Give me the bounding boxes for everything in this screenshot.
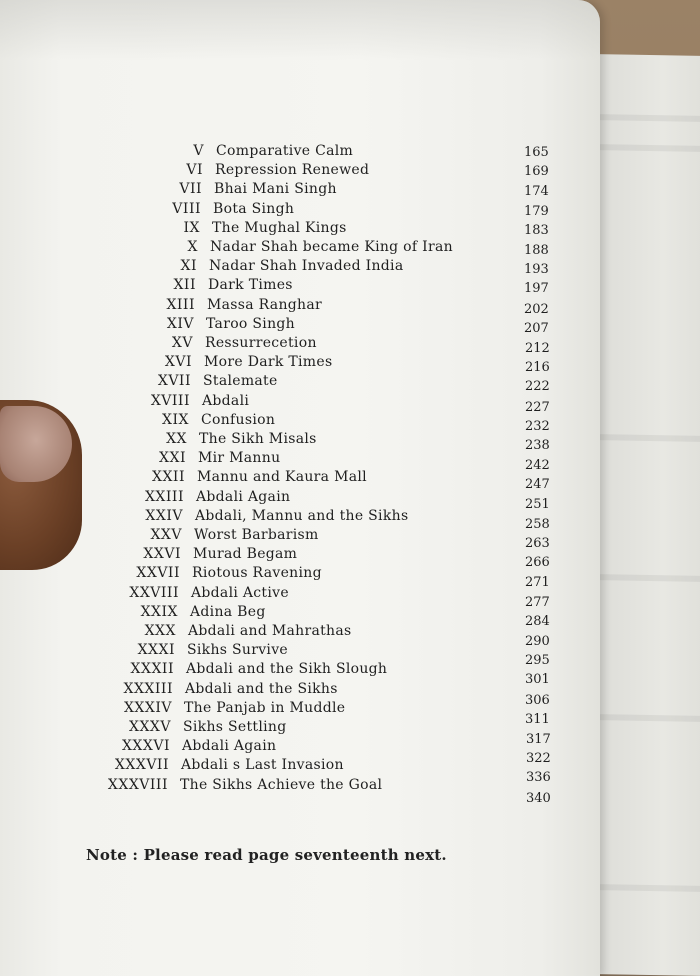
chapter-number: XX — [166, 431, 187, 447]
toc-entry — [60, 546, 560, 571]
toc-entry — [60, 239, 560, 259]
chapter-title: The Sikh Misals — [199, 431, 317, 447]
chapter-number: XXXVI — [121, 738, 170, 755]
toc-entry — [60, 297, 560, 317]
chapter-number: VIII — [172, 200, 201, 217]
chapter-title: Taroo Singh — [206, 315, 295, 332]
chapter-number: XXXV — [128, 719, 171, 735]
chapter-title: Worst Barbarism — [194, 527, 319, 543]
toc-entry — [60, 354, 560, 374]
chapter-title: Bhai Mani Singh — [214, 181, 337, 198]
chapter-page-number: 183 — [524, 222, 549, 238]
show-through-text — [583, 434, 700, 442]
chapter-title: More Dark Times — [204, 354, 333, 371]
chapter-number: XXXVIII — [107, 776, 168, 793]
toc-entry — [60, 220, 560, 240]
chapter-page-number: 295 — [525, 653, 550, 669]
chapter-number: XXXIV — [123, 699, 172, 716]
chapter-page-number: 216 — [525, 360, 550, 376]
chapter-number: XXVIII — [129, 584, 179, 601]
chapter-page-number: 227 — [525, 399, 550, 415]
toc-entry — [60, 412, 560, 432]
chapter-page-number: 277 — [525, 594, 550, 610]
chapter-page-number: 301 — [525, 672, 550, 688]
chapter-title: Nadar Shah Invaded India — [209, 258, 404, 275]
chapter-number: XIV — [166, 315, 194, 332]
chapter-title: Sikhs Survive — [187, 642, 288, 659]
chapter-number: XV — [171, 335, 193, 351]
chapter-number: XXVII — [136, 565, 180, 582]
chapter-title: Bota Singh — [213, 200, 295, 217]
chapter-page-number: 336 — [526, 770, 551, 786]
chapter-number: IX — [183, 219, 200, 236]
chapter-title: Confusion — [201, 411, 276, 428]
toc-entry — [60, 393, 560, 413]
chapter-title: Abdali and Mahrathas — [188, 623, 352, 639]
chapter-title: The Sikhs Achieve the Goal — [180, 776, 383, 793]
show-through-text — [583, 144, 700, 152]
chapter-title: Comparative Calm — [216, 143, 354, 159]
toc-entry — [60, 584, 560, 610]
chapter-number: XXIV — [145, 507, 183, 524]
toc-entry — [60, 450, 560, 474]
chapter-title: Murad Begam — [193, 546, 298, 563]
chapter-title: The Mughal Kings — [212, 219, 347, 236]
chapter-page-number: 311 — [525, 711, 550, 727]
chapter-page-number: 238 — [525, 438, 550, 453]
chapter-title: Adina Beg — [190, 603, 266, 620]
toc-entry — [60, 527, 560, 551]
chapter-number: XI — [180, 258, 197, 275]
chapter-page-number: 284 — [525, 613, 550, 629]
toc-entry — [60, 373, 560, 393]
chapter-number: VII — [179, 181, 202, 198]
toc-entry — [60, 469, 560, 493]
chapter-title: Abdali — [202, 392, 250, 409]
chapter-number: XVI — [164, 354, 192, 371]
show-through-text — [583, 884, 700, 892]
chapter-page-number: 340 — [526, 790, 551, 806]
page-shadow — [0, 0, 600, 60]
chapter-page-number: 165 — [524, 145, 549, 160]
chapter-page-number: 197 — [524, 281, 549, 297]
chapter-title: Abdali, Mannu and the Sikhs — [195, 507, 409, 524]
chapter-title: Abdali Active — [191, 584, 289, 601]
show-through-text — [583, 114, 700, 122]
chapter-page-number: 207 — [524, 320, 549, 336]
chapter-title: Mannu and Kaura Mall — [197, 469, 367, 486]
toc-entry — [60, 488, 560, 512]
chapter-number: XVIII — [150, 392, 190, 409]
chapter-number: XIX — [162, 411, 189, 428]
chapter-title: Abdali and the Sikhs — [185, 680, 338, 697]
chapter-title: Ressurrecetion — [205, 335, 317, 351]
chapter-page-number: 251 — [525, 496, 550, 512]
chapter-title: Abdali and the Sikh Slough — [186, 661, 388, 678]
chapter-title: Abdali Again — [196, 488, 291, 505]
chapter-page-number: 212 — [525, 341, 550, 356]
show-through-text — [583, 574, 700, 582]
chapter-number: XXX — [144, 623, 176, 639]
chapter-page-number: 306 — [525, 692, 550, 708]
toc-entry — [60, 143, 560, 163]
chapter-number: XXIII — [144, 488, 184, 505]
chapter-title: Massa Ranghar — [207, 296, 322, 313]
chapter-page-number: 263 — [525, 536, 550, 551]
chapter-number: XXV — [150, 527, 182, 543]
toc-entry — [60, 181, 560, 201]
chapter-title: The Panjab in Muddle — [184, 699, 346, 716]
toc-entry — [60, 661, 560, 688]
toc-entry — [60, 623, 560, 649]
chapter-number: XXXIII — [123, 680, 173, 697]
chapter-page-number: 169 — [524, 164, 549, 180]
chapter-number: XXXI — [137, 642, 175, 659]
chapter-number: VI — [186, 162, 203, 179]
chapter-number: XXXVII — [114, 757, 169, 774]
chapter-page-number: 179 — [524, 203, 549, 219]
chapter-page-number: 266 — [525, 555, 550, 571]
toc-entry — [60, 316, 560, 336]
toc-entry — [60, 565, 560, 591]
chapter-title: Sikhs Settling — [183, 719, 287, 735]
chapter-number: XII — [173, 277, 196, 294]
toc-entry — [60, 776, 560, 806]
chapter-page-number: 242 — [525, 458, 550, 474]
chapter-title: Repression Renewed — [215, 162, 370, 179]
toc-entry — [60, 335, 560, 355]
chapter-page-number: 271 — [525, 575, 550, 591]
chapter-page-number: 258 — [525, 516, 550, 532]
chapter-page-number: 193 — [524, 262, 549, 278]
chapter-title: Stalemate — [203, 373, 278, 390]
toc-entry — [60, 162, 560, 182]
chapter-title: Mir Mannu — [198, 450, 281, 467]
chapter-page-number: 188 — [524, 243, 549, 258]
toc-entry — [60, 507, 560, 532]
chapter-number: V — [193, 143, 204, 159]
show-through-text — [583, 714, 700, 722]
chapter-title: Nadar Shah became King of Iran — [210, 239, 453, 255]
page-note: Note : Please read page seventeenth next. — [86, 846, 447, 864]
chapter-page-number: 322 — [526, 751, 551, 767]
chapter-page-number: 202 — [524, 301, 549, 317]
chapter-number: XXVI — [143, 546, 181, 563]
chapter-title: Dark Times — [208, 277, 293, 294]
toc-entry — [60, 642, 560, 669]
chapter-number: XXII — [152, 469, 185, 486]
toc-entry — [60, 603, 560, 629]
chapter-number: XXI — [159, 450, 186, 467]
chapter-page-number: 317 — [526, 732, 551, 747]
chapter-title: Abdali Again — [182, 738, 277, 755]
chapter-page-number: 247 — [525, 477, 550, 493]
toc-entry — [60, 431, 560, 451]
chapter-page-number: 232 — [525, 418, 550, 434]
toc-entry — [60, 258, 560, 278]
toc-entry — [60, 201, 560, 221]
chapter-page-number: 174 — [524, 184, 549, 200]
chapter-page-number: 222 — [525, 379, 550, 395]
chapter-number: XVII — [157, 373, 191, 390]
toc-entry — [60, 277, 560, 297]
chapter-title: Abdali s Last Invasion — [181, 757, 344, 774]
chapter-number: XXXII — [130, 661, 174, 678]
chapter-number: XXIX — [140, 603, 178, 620]
chapter-number: X — [187, 239, 198, 255]
chapter-number: XIII — [166, 296, 195, 313]
chapter-page-number: 290 — [525, 634, 550, 649]
chapter-title: Riotous Ravening — [192, 565, 322, 582]
